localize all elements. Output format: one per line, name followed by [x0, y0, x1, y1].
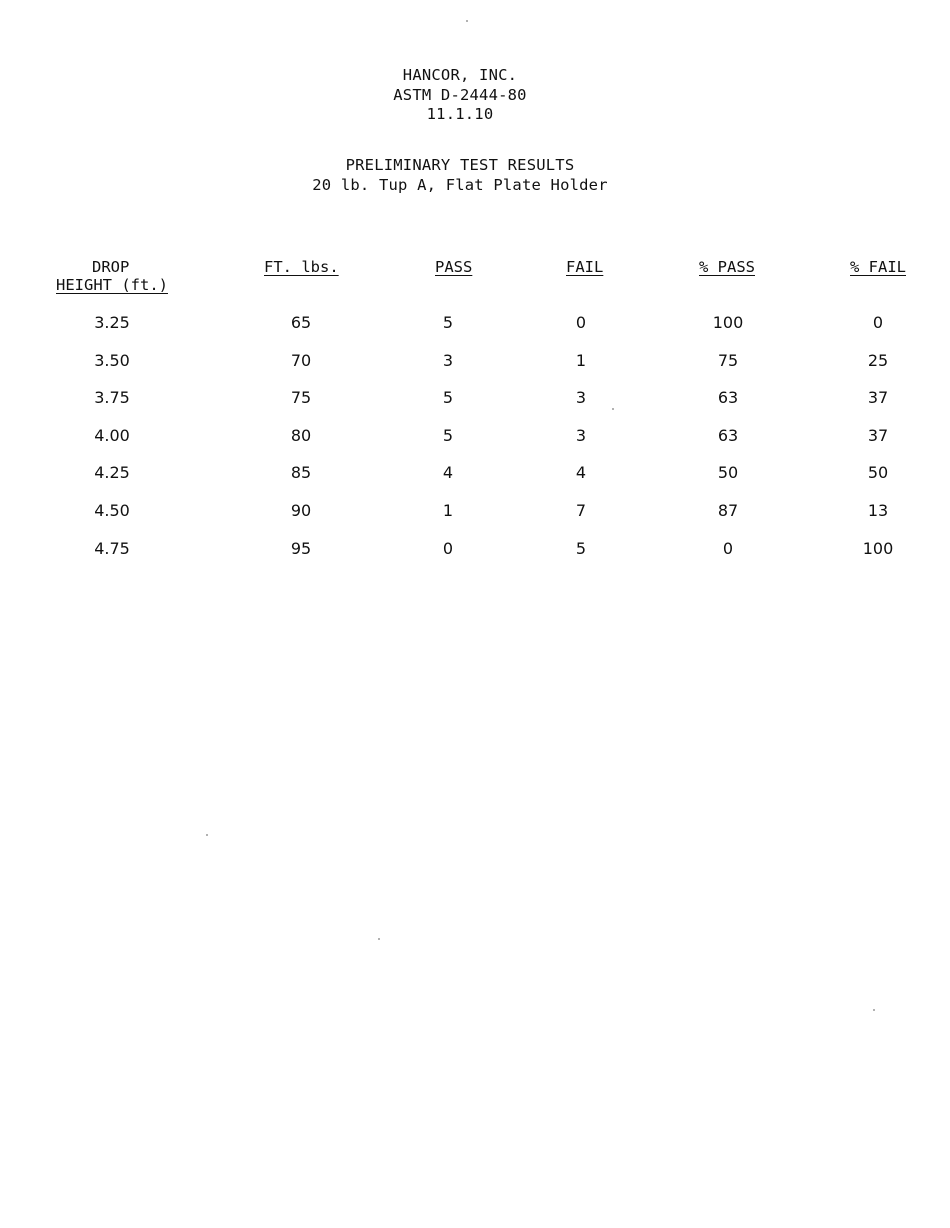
cell-pct-pass: 50 [717, 463, 739, 483]
company-name: HANCOR, INC. [402, 66, 518, 84]
cell-ft-lbs: 80 [290, 425, 312, 445]
cell-fail: 1 [575, 350, 587, 370]
cell-pass: 5 [442, 388, 454, 408]
cell-drop-height: 4.75 [94, 538, 130, 558]
col-pass: PASS [435, 258, 473, 276]
cell-pct-pass: 100 [712, 313, 744, 332]
col-fail: FAIL [566, 258, 604, 276]
cell-pct-pass: 63 [717, 425, 739, 445]
cell-pass: 1 [442, 501, 454, 520]
cell-pass: 3 [442, 350, 454, 370]
cell-pass: 4 [442, 463, 454, 483]
cell-pct-pass: 63 [717, 388, 739, 408]
section-number: 11.1.10 [426, 105, 494, 123]
cell-drop-height: 3.25 [94, 313, 130, 332]
cell-pct-fail: 0 [872, 313, 884, 332]
cell-ft-lbs: 90 [290, 501, 312, 520]
cell-pct-pass: 0 [722, 538, 734, 558]
cell-ft-lbs: 65 [290, 313, 312, 332]
cell-drop-height: 3.75 [94, 388, 130, 408]
cell-pct-fail: 25 [867, 350, 889, 370]
cell-pct-fail: 50 [867, 463, 889, 483]
cell-ft-lbs: 70 [290, 350, 312, 370]
cell-pass: 0 [442, 538, 454, 558]
cell-fail: 3 [575, 388, 587, 408]
col-drop-height-label: HEIGHT (ft.) [56, 276, 168, 294]
cell-drop-height: 4.25 [94, 463, 130, 483]
cell-drop-height: 3.50 [94, 350, 130, 370]
test-standard: ASTM D-2444-80 [393, 86, 527, 104]
cell-pass: 5 [442, 425, 454, 445]
cell-drop-height: 4.50 [94, 501, 130, 520]
cell-ft-lbs: 85 [290, 463, 312, 483]
cell-fail: 7 [575, 501, 587, 520]
cell-fail: 0 [575, 313, 587, 332]
cell-pct-fail: 37 [867, 425, 889, 445]
cell-pct-fail: 37 [867, 388, 889, 408]
cell-ft-lbs: 75 [290, 388, 312, 408]
cell-pct-pass: 75 [717, 350, 739, 370]
report-subtitle: 20 lb. Tup A, Flat Plate Holder [312, 176, 608, 194]
cell-fail: 4 [575, 463, 587, 483]
col-pct-pass: % PASS [699, 258, 755, 276]
cell-pct-fail: 100 [862, 538, 894, 558]
report-title: PRELIMINARY TEST RESULTS [345, 156, 575, 174]
col-ft-lbs: FT. lbs. [264, 258, 339, 276]
cell-drop-height: 4.00 [94, 425, 130, 445]
cell-pass: 5 [442, 313, 454, 332]
cell-fail: 3 [575, 425, 587, 445]
cell-fail: 5 [575, 538, 587, 558]
cell-ft-lbs: 95 [290, 538, 312, 558]
cell-pct-fail: 13 [867, 501, 889, 520]
cell-pct-pass: 87 [717, 501, 739, 520]
col-pct-fail: % FAIL [850, 258, 906, 276]
col-drop-label: DROP [92, 258, 130, 276]
